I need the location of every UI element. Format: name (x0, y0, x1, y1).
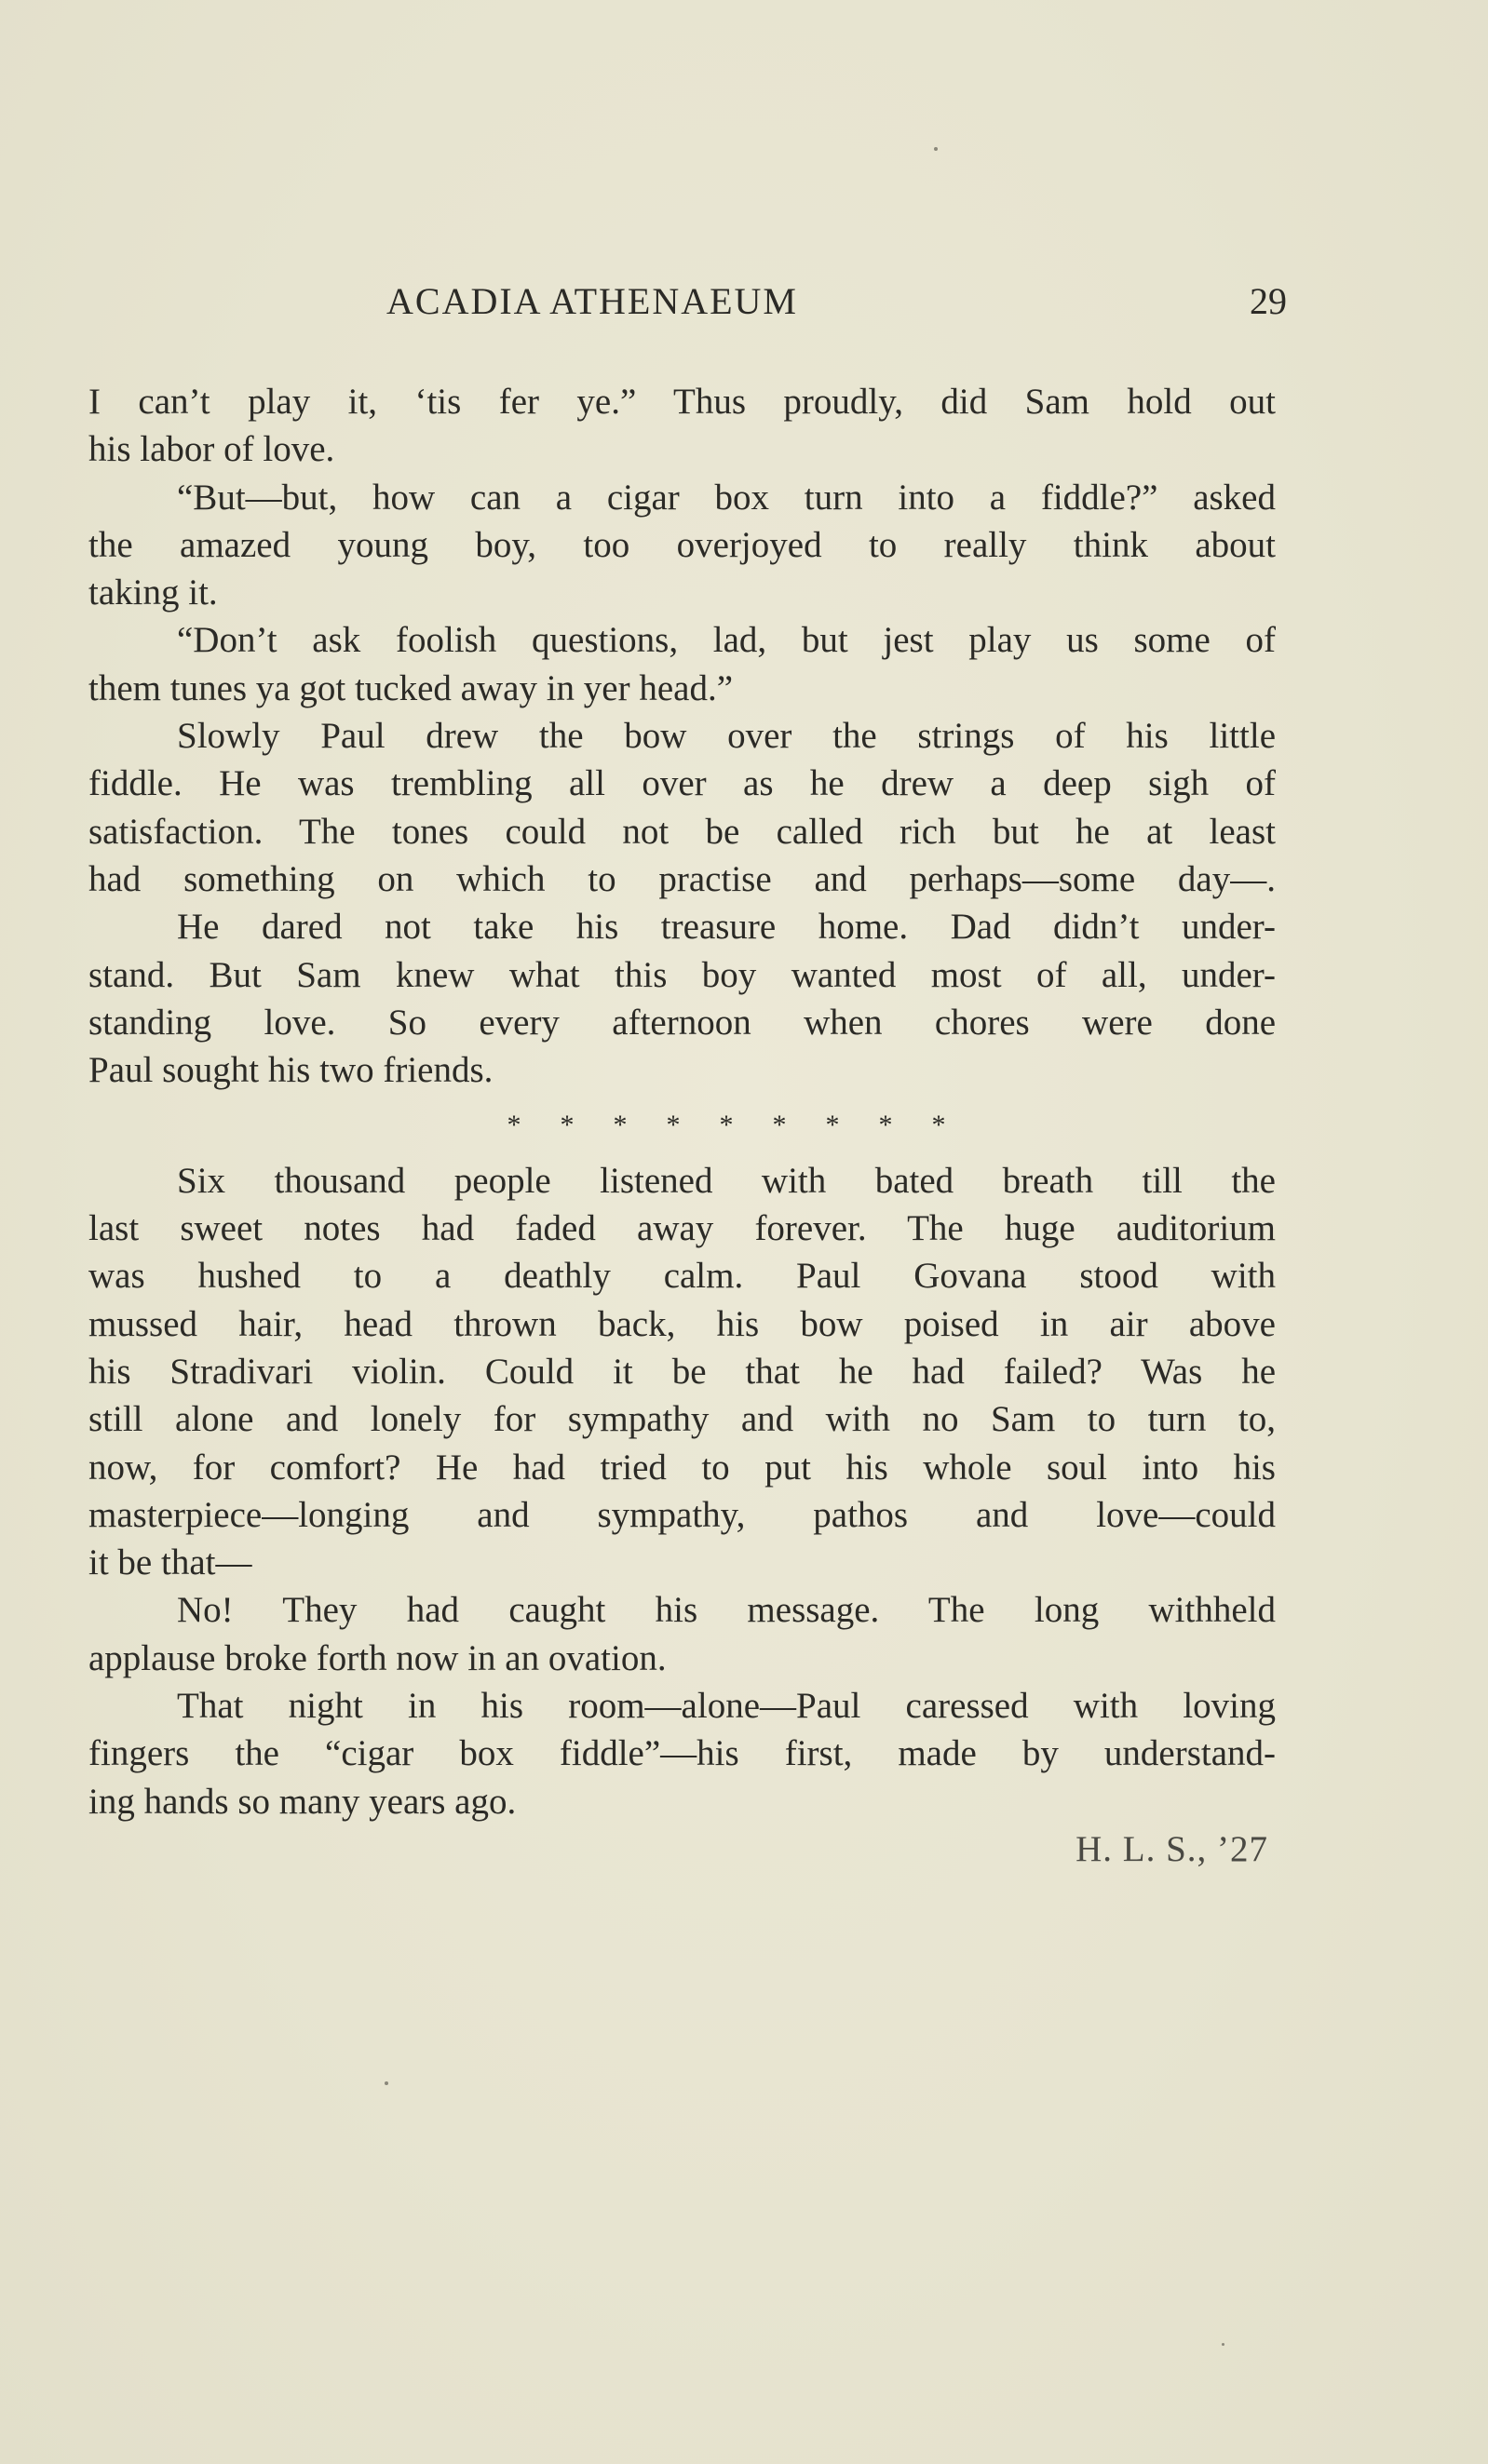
text-line: satisfaction. The tones could not be called rich but he at least (88, 811, 1276, 852)
text-line: taking it. (88, 572, 218, 613)
text-line: No! They had caught his message. The long withheld (177, 1590, 1276, 1631)
text-line: ing hands so many years ago. (88, 1781, 517, 1822)
text-line: his labor of love. (88, 429, 335, 470)
text-line: still alone and lonely for sympathy and with no Sam to turn to, (88, 1399, 1276, 1440)
paper-speck (385, 2081, 388, 2085)
text-line: Six thousand people listened with bated breath till the (177, 1160, 1276, 1201)
divider-asterisk: * (878, 1110, 893, 1141)
text-line: Slowly Paul drew the bow over the strings of his little (177, 716, 1276, 757)
divider-asterisk: * (560, 1110, 575, 1141)
text-line: had something on which to practise and perhaps—some day—. (88, 858, 1276, 899)
text-line: now, for comfort? He had tried to put his whole soul into his (88, 1447, 1276, 1488)
text-line: the amazed young boy, too overjoyed to really think about (88, 524, 1276, 565)
header-title: ACADIA ATHENAEUM (386, 280, 798, 322)
text-line: fingers the “cigar box fiddle”—his first, made by understand- (88, 1733, 1276, 1774)
body-text (88, 378, 1276, 1873)
text-line: fiddle. He was trembling all over as he drew a deep sigh of (88, 763, 1276, 804)
page-number: 29 (1250, 280, 1287, 322)
divider-asterisk: * (772, 1110, 787, 1141)
text-line: masterpiece—longing and sympathy, pathos and love—could (88, 1494, 1276, 1535)
text-line: his Stradivari violin. Could it be that he had failed? Was he (88, 1351, 1276, 1392)
text-line: them tunes ya got tucked away in yer head.” (88, 667, 734, 708)
text-line: I can’t play it, ‘tis fer ye.” Thus proudly, did Sam hold out (88, 382, 1276, 422)
text-line: That night in his room—alone—Paul caressed with loving (177, 1686, 1276, 1727)
text-line: mussed hair, head thrown back, his bow poised in air above (88, 1303, 1276, 1344)
section-divider (88, 1097, 1276, 1145)
author-signature: H. L. S., ’27 (1075, 1828, 1268, 1869)
text-line: “Don’t ask foolish questions, lad, but jest play us some of (177, 620, 1276, 661)
paper-speck (1222, 2343, 1224, 2346)
text-line: He dared not take his treasure home. Dad didn’t under- (177, 907, 1276, 948)
text-line: last sweet notes had faded away forever. The huge auditorium (88, 1208, 1276, 1249)
running-header (88, 279, 1285, 335)
text-line: “But—but, how can a cigar box turn into a fiddle?” asked (177, 477, 1276, 518)
text-line: stand. But Sam knew what this boy wanted most of all, under- (88, 954, 1276, 995)
text-line: Paul sought his two friends. (88, 1050, 494, 1091)
text-line: it be that— (88, 1542, 252, 1583)
text-line: standing love. So every afternoon when chores were done (88, 1002, 1276, 1043)
divider-asterisk: * (719, 1110, 734, 1141)
divider-asterisk: * (666, 1110, 681, 1141)
divider-asterisk: * (613, 1110, 628, 1141)
text-line: was hushed to a deathly calm. Paul Govana stood with (88, 1256, 1276, 1297)
divider-asterisk: * (825, 1110, 840, 1141)
divider-asterisk: * (507, 1110, 521, 1141)
text-line: applause broke forth now in an ovation. (88, 1637, 667, 1678)
paper-speck (934, 147, 938, 151)
divider-asterisk: * (931, 1110, 946, 1141)
